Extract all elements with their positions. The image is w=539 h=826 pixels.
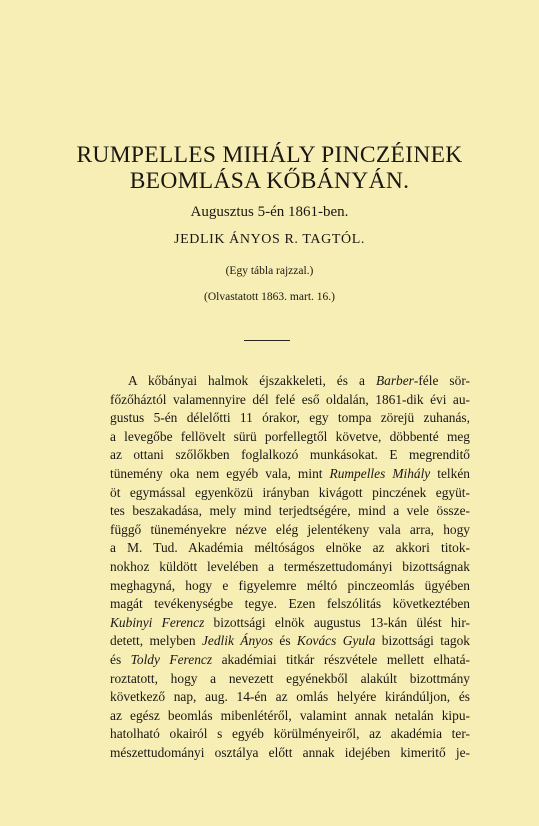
text-run: az egész beomlás mibenlétéről, valamint annak netalán kipu- xyxy=(110,707,470,723)
text-line xyxy=(110,502,470,521)
text-line xyxy=(110,577,470,596)
text-line xyxy=(110,446,470,465)
text-run: telkén xyxy=(430,465,470,481)
reading-date-note: (Olvastatott 1863. mart. 16.) xyxy=(204,291,335,303)
text-line xyxy=(110,391,470,410)
body-paragraph xyxy=(110,372,470,762)
text-run: detett, melyben xyxy=(110,633,202,649)
italic-name: Jedlik Ányos xyxy=(201,633,274,649)
text-run: a levegőbe fellövelt sürü porfellegtől követve, döbbenté meg xyxy=(110,428,470,444)
text-run: -féle sör- xyxy=(413,373,470,388)
text-run: az ottani szőlőkben foglalkozó munkásokat. E megrenditő xyxy=(110,447,470,463)
text-line xyxy=(110,558,470,577)
text-run: következő nap, aug. 14-én az omlás helyére kirándúljon, és xyxy=(110,689,470,705)
text-run: bizottsági tagok xyxy=(375,633,470,649)
text-run: roztatott, hogy a nevezett egyénekből alakúlt bizottmány xyxy=(110,670,470,686)
text-line xyxy=(110,632,470,651)
text-run: meghagyná, hogy e figyelemre méltó pinczeomlás ügyében xyxy=(110,577,470,593)
text-run: és xyxy=(273,633,297,649)
italic-name: Kovács Gyula xyxy=(296,633,376,649)
text-line xyxy=(110,595,470,614)
text-run: magát tevékenységbe tegye. Ezen felszólitás következtében xyxy=(110,596,470,612)
article-title-line-2: BEOMLÁSA KŐBÁNYÁN. xyxy=(129,168,410,194)
text-run: a M. Tud. Akadémia méltóságos elnöke az akkori titok- xyxy=(110,540,470,556)
text-line xyxy=(110,725,470,744)
text-run: mészettudományi osztálya előtt annak idejében kimeritő je- xyxy=(110,744,470,760)
text-line xyxy=(110,428,470,447)
text-run: hatolható okairól s egyéb körülményeiről, az akadémia ter- xyxy=(110,726,470,742)
text-line xyxy=(110,521,470,540)
text-line xyxy=(110,539,470,558)
text-line xyxy=(110,409,470,428)
text-line xyxy=(110,651,470,670)
text-run: főzőháztól valamennyire dél felé eső oldalán, 1861-dik évi au- xyxy=(110,391,470,407)
text-run: akadémiai titkár részvétele mellett elhatá- xyxy=(212,651,470,667)
text-run: nokhoz küldött levelében a természettudományi bizottságnak xyxy=(110,558,470,574)
text-line xyxy=(110,744,470,763)
italic-name: Barber xyxy=(375,373,414,388)
plate-note: (Egy tábla rajzzal.) xyxy=(225,265,314,277)
text-run: A kőbányai halmok éjszakkeleti, és a xyxy=(128,373,376,388)
article-title-line-1: RUMPELLES MIHÁLY PINCZÉINEK xyxy=(76,142,463,168)
section-divider xyxy=(244,340,290,341)
text-line xyxy=(110,688,470,707)
text-line xyxy=(110,372,470,391)
text-line xyxy=(110,465,470,484)
article-author: JEDLIK ÁNYOS R. TAGTÓL. xyxy=(174,232,365,247)
text-run: tünemény oka nem egyéb vala, mint xyxy=(110,465,330,481)
text-run: gustus 5-én délelőtti 11 órakor, egy tompa zörejü zuhanás, xyxy=(110,410,470,426)
italic-name: Toldy Ferencz xyxy=(130,651,213,667)
italic-name: Kubinyi Ferencz xyxy=(110,614,205,630)
text-line xyxy=(110,614,470,633)
italic-name: Rumpelles Mihály xyxy=(329,465,431,481)
text-run: és xyxy=(110,651,131,667)
article-date: Augusztus 5-én 1861-ben. xyxy=(190,204,349,220)
text-run: függő tüneményekre nézve elég jelentékeny vala arra, hogy xyxy=(110,521,470,537)
text-run: tes beszakadása, mely mind terjedtségére, mind a vele össze- xyxy=(110,503,470,519)
text-line xyxy=(110,670,470,689)
text-run: öt egymással egyenközü irányban kivágott pinczének együt- xyxy=(110,484,470,500)
text-run: bizottsági elnök augustus 13-kán ülést hir- xyxy=(204,614,470,630)
text-line xyxy=(110,484,470,503)
text-line xyxy=(110,707,470,726)
